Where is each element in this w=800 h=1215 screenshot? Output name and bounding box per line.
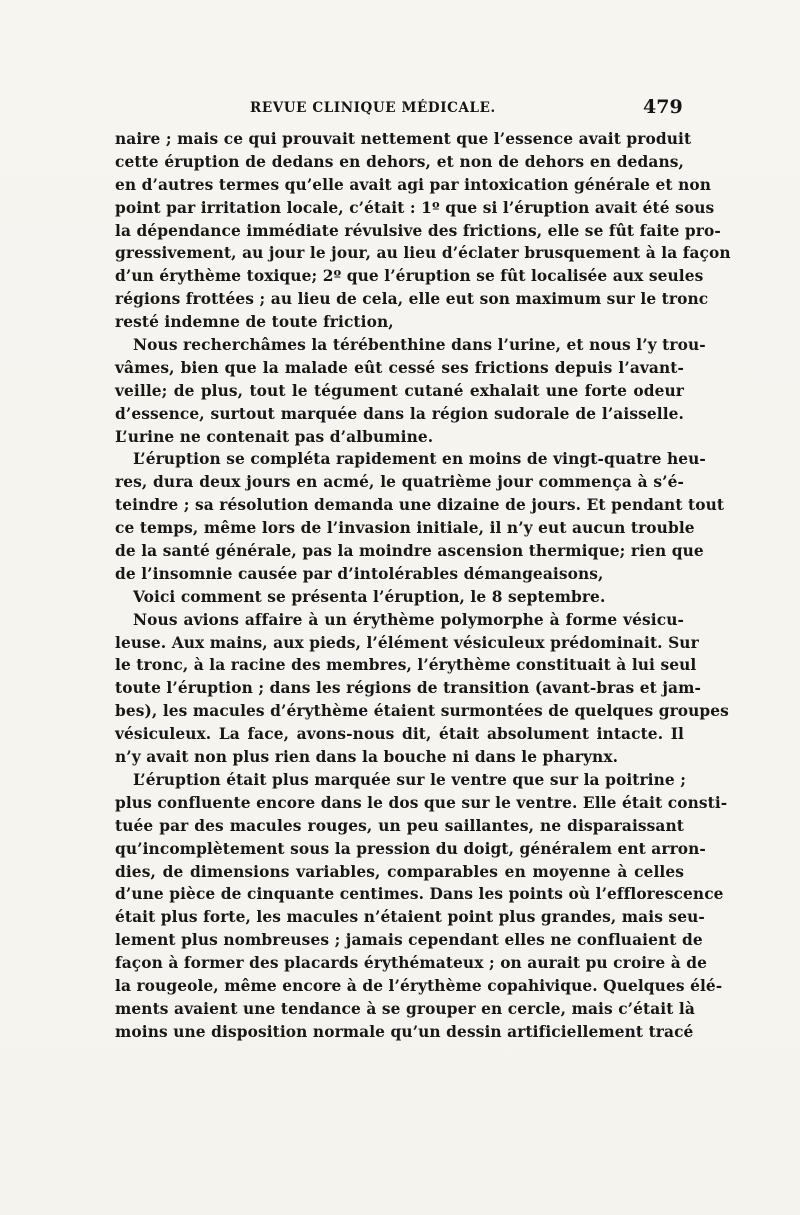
body-line: L’urine ne contenait pas d’albumine. — [115, 427, 434, 446]
running-title: REVUE CLINIQUE MÉDICALE. — [250, 100, 496, 116]
body-line: n’y avait non plus rien dans la bouche ni dans le pharynx. — [115, 748, 619, 767]
running-head — [0, 96, 800, 120]
body-line: moins une disposition normale qu’un dessin artificiellement tracé — [115, 1022, 694, 1041]
body-line: de la santé générale, pas la moindre ascension thermique; rien que — [115, 542, 704, 561]
body-line: vâmes, bien que la malade eût cessé ses frictions depuis l’avant- — [115, 358, 684, 377]
body-line: façon à former des placards érythémateux ; on aurait pu croire à de — [115, 954, 708, 973]
body-line: toute l’éruption ; dans les régions de transition (avant-bras et jam- — [115, 679, 701, 698]
body-line: d’essence, surtout marquée dans la région sudorale de l’aisselle. — [115, 404, 684, 423]
body-line: bes), les macules d’érythème étaient surmontées de quelques groupes — [115, 702, 729, 721]
body-line: d’un érythème toxique; 2º que l’éruption se fût localisée aux seules — [115, 267, 704, 286]
body-line: tuée par des macules rouges, un peu saillantes, ne disparaissant — [115, 816, 684, 835]
body-line: resté indemne de toute friction, — [115, 313, 394, 332]
body-text — [115, 128, 731, 1044]
body-line: régions frottées ; au lieu de cela, elle eut son maximum sur le tronc — [115, 290, 709, 309]
body-line: lement plus nombreuses ; jamais cependant elles ne confluaient de — [115, 931, 703, 950]
body-line: teindre ; sa résolution demanda une dizaine de jours. Et pendant tout — [115, 496, 725, 515]
body-line: était plus forte, les macules n’étaient point plus grandes, mais seu- — [115, 908, 705, 927]
body-line: plus confluente encore dans le dos que sur le ventre. Elle était consti- — [115, 793, 728, 812]
body-line: res, dura deux jours en acmé, le quatrième jour commença à s’é- — [115, 473, 684, 492]
body-line: vésiculeux. La face, avons-nous dit, était absolument intacte. Il — [115, 725, 684, 744]
body-line: la rougeole, même encore à de l’érythème copahivique. Quelques élé- — [115, 976, 723, 995]
body-line: le tronc, à la racine des membres, l’érythème constituait à lui seul — [115, 656, 697, 675]
body-line: naire ; mais ce qui prouvait nettement que l’essence avait produit — [115, 130, 692, 148]
body-line: d’une pièce de cinquante centimes. Dans les points où l’efflorescence — [115, 885, 724, 904]
body-line: de l’insomnie causée par d’intolérables démangeaisons, — [115, 564, 604, 583]
body-line: gressivement, au jour le jour, au lieu d’éclater brusquement à la façon — [115, 244, 731, 263]
body-line: Nous recherchâmes la térébenthine dans l’urine, et nous l’y trou- — [133, 336, 706, 355]
body-line: leuse. Aux mains, aux pieds, l’élément vésiculeux prédominait. Sur — [115, 633, 699, 652]
body-line: ce temps, même lors de l’invasion initiale, il n’y eut aucun trouble — [115, 519, 695, 538]
page-number: 479 — [643, 96, 683, 118]
body-line: en d’autres termes qu’elle avait agi par intoxication générale et non — [115, 175, 712, 194]
body-line: veille; de plus, tout le tégument cutané exhalait une forte odeur — [115, 381, 684, 400]
body-line: la dépendance immédiate révulsive des frictions, elle se fût faite pro- — [115, 221, 721, 240]
body-line: Nous avions affaire à un érythème polymorphe à forme vésicu- — [133, 610, 684, 629]
body-line: Voici comment se présenta l’éruption, le 8 septembre. — [133, 587, 606, 606]
body-line: cette éruption de dedans en dehors, et non de dehors en dedans, — [115, 152, 684, 171]
body-line: L’éruption était plus marquée sur le ventre que sur la poitrine ; — [133, 770, 687, 789]
body-line: ments avaient une tendance à se grouper en cercle, mais c’était là — [115, 999, 695, 1018]
body-line: L’éruption se compléta rapidement en moins de vingt-quatre heu- — [133, 450, 706, 469]
body-line: point par irritation locale, c’était : 1º que si l’éruption avait été sous — [115, 198, 715, 217]
body-line: dies, de dimensions variables, comparables en moyenne à celles — [115, 862, 684, 881]
body-line: qu’incomplètement sous la pression du doigt, généralem ent arron- — [115, 839, 706, 858]
